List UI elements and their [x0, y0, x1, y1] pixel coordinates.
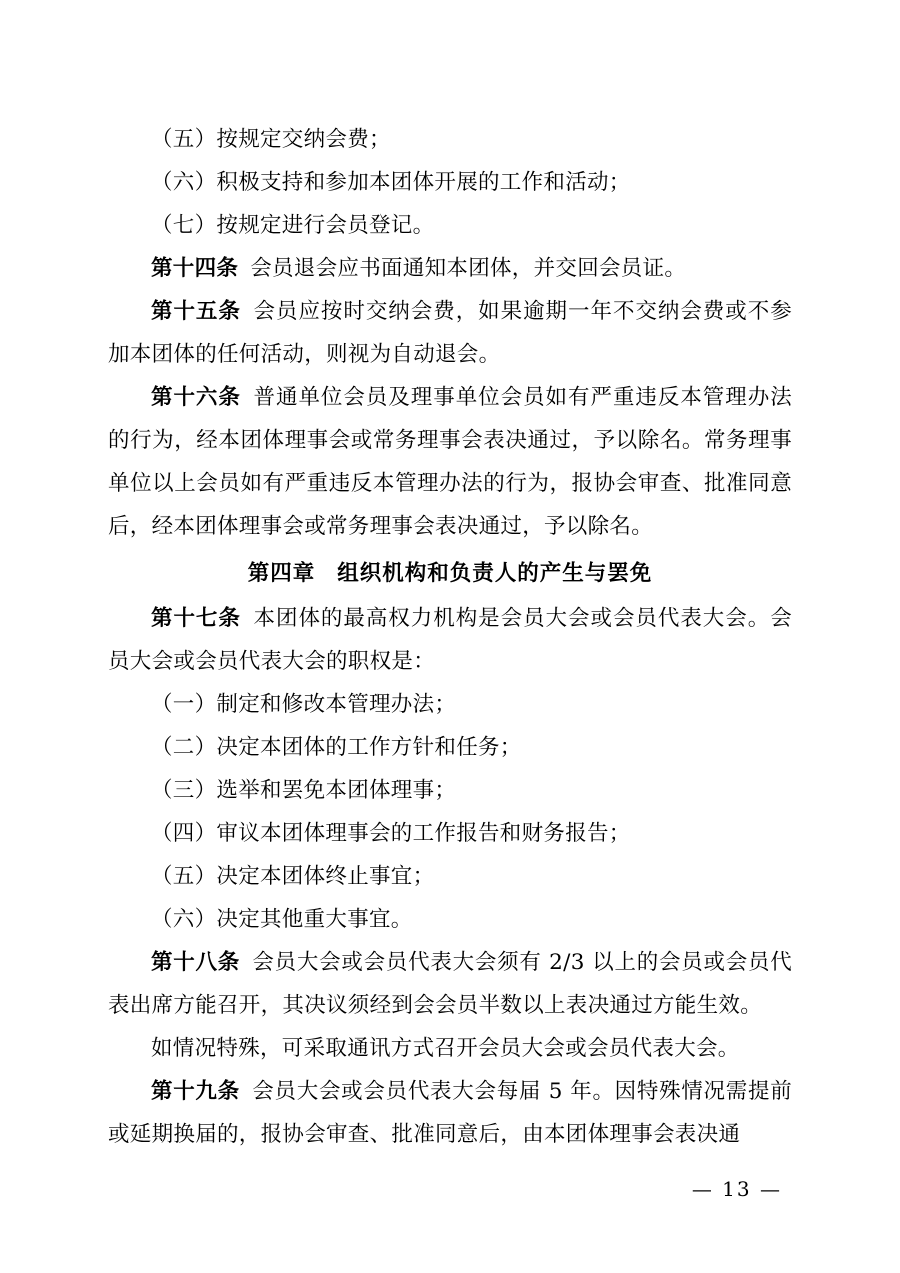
article-head: 第十五条: [151, 299, 241, 324]
article-text: 会员大会或会员代表大会每届 5 年。因特殊情况需提前或延期换届的，报协会审查、批准同意后，由本团体理事会表决通: [108, 1079, 792, 1147]
article-paragraph: [108, 597, 792, 683]
list-item: （七）按规定进行会员登记。: [151, 213, 435, 238]
article-paragraph: [108, 376, 792, 548]
page-number: — 13 —: [691, 1177, 782, 1201]
list-item: （二）决定本团体的工作方针和任务；: [151, 735, 522, 760]
list-item: （六）积极支持和参加本团体开展的工作和活动；: [151, 170, 631, 195]
article-head: 第十六条: [151, 385, 241, 410]
article-head: 第十四条: [151, 256, 239, 281]
article-head: 第十八条: [151, 950, 240, 975]
list-item: （五）按规定交纳会费；: [151, 127, 391, 152]
article-paragraph: [108, 941, 792, 1027]
document-body: [108, 118, 792, 1156]
list-item: （六）决定其他重大事宜。: [151, 907, 413, 932]
article-text: 会员应按时交纳会费，如果逾期一年不交纳会费或不参加本团体的任何活动，则视为自动退会。: [108, 299, 792, 367]
list-item: （四）审议本团体理事会的工作报告和财务报告；: [151, 821, 631, 846]
article-paragraph: [108, 247, 792, 290]
article-text: 普通单位会员及理事单位会员如有严重违反本管理办法的行为，经本团体理事会或常务理事会表决通过，予以除名。常务理事单位以上会员如有严重违反本管理办法的行为，报协会审查、批准同意后，经本团体理事会或常务理事会表决通过，予以除名。: [108, 385, 792, 539]
article-paragraph: [108, 1070, 792, 1156]
chapter-title: [108, 552, 792, 595]
article-text: 会员大会或会员代表大会须有 2/3 以上的会员或会员代表出席方能召开，其决议须经到会会员半数以上表决通过方能生效。: [108, 950, 793, 1018]
list-item: （三）选举和罢免本团体理事；: [151, 778, 457, 803]
article-text: 本团体的最高权力机构是会员大会或会员代表大会。会员大会或会员代表大会的职权是：: [108, 606, 792, 674]
article-paragraph: [108, 290, 792, 376]
article-text: 会员退会应书面通知本团体，并交回会员证。: [250, 256, 687, 281]
paragraph: 如情况特殊，可采取通讯方式召开会员大会或会员代表大会。: [151, 1036, 740, 1061]
chapter-label: 第四章: [247, 561, 316, 586]
list-item: （五）决定本团体终止事宜；: [151, 864, 435, 889]
list-item: （一）制定和修改本管理办法；: [151, 692, 457, 717]
chapter-name: 组织机构和负责人的产生与罢免: [337, 561, 653, 586]
article-head: 第十九条: [151, 1079, 240, 1104]
article-head: 第十七条: [151, 606, 241, 631]
